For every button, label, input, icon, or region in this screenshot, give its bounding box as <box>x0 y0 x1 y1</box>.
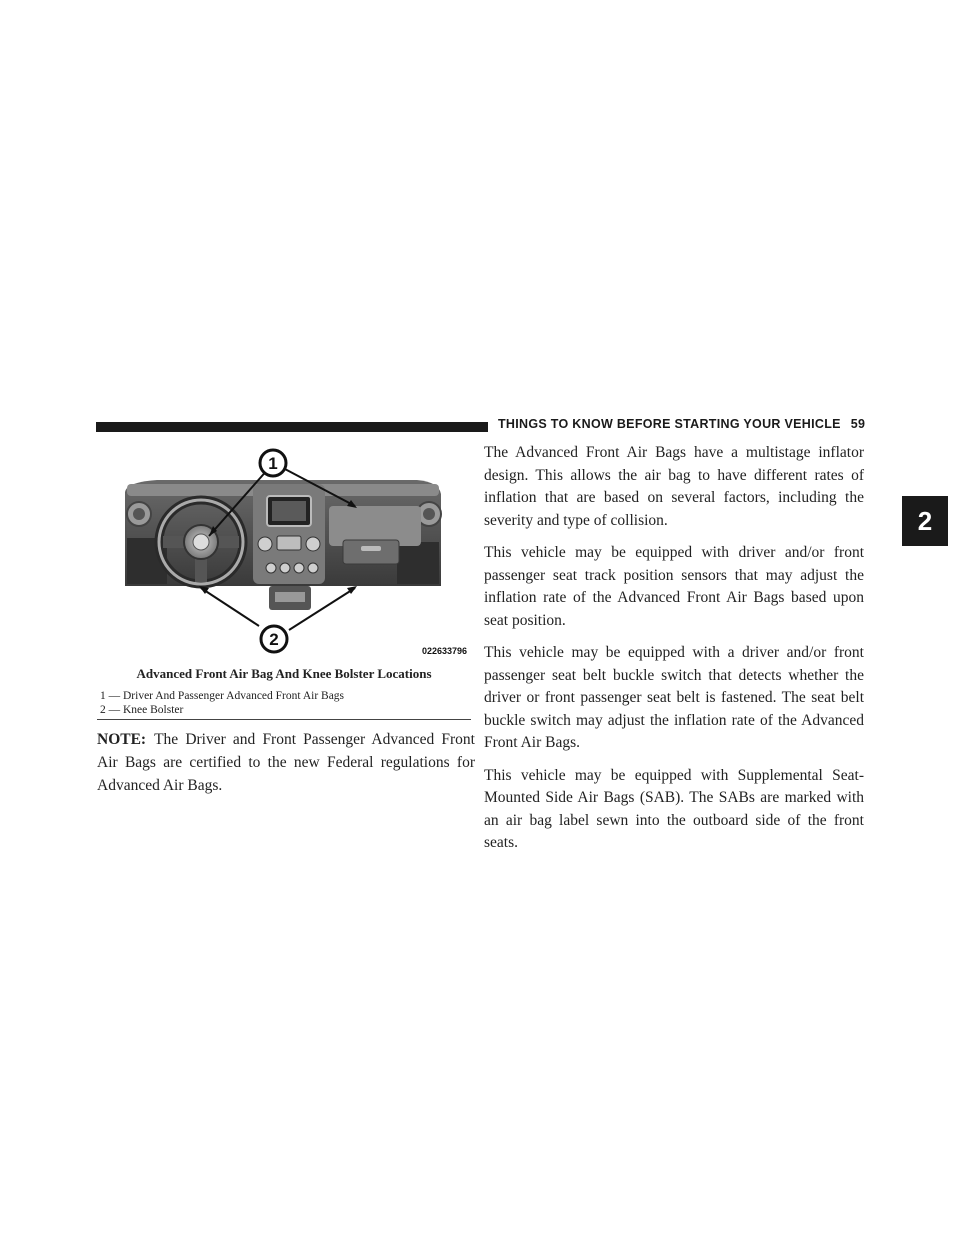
section-title: THINGS TO KNOW BEFORE STARTING YOUR VEHICLE <box>498 417 841 431</box>
note-label: NOTE: <box>97 731 147 748</box>
running-header <box>498 417 868 435</box>
note-block <box>97 728 475 797</box>
note-text: The Driver and Front Passenger Advanced Front Air Bags are certified to the new Federal regulations for Advanced Air Bags. <box>97 731 475 794</box>
body-paragraph: This vehicle may be equipped with driver and/or front passenger seat track position sensors that may adjust the inflation rate of the Advanced Front Air Bags based upon seat position. <box>484 544 864 629</box>
figure-caption: Advanced Front Air Bag And Knee Bolster Locations <box>136 666 432 681</box>
callout-2: 2 <box>269 630 279 649</box>
body-paragraph: This vehicle may be equipped with Supplemental Seat-Mounted Side Air Bags (SAB). The SABs are marked with an air bag label sewn into the outboard side of the front seats. <box>484 766 864 851</box>
body-paragraph: The Advanced Front Air Bags have a multistage inflator design. This allows the air bag to have different rates of inflation that are based on several factors, including the severity and type of collision. <box>484 444 864 529</box>
figure-legend <box>100 689 470 717</box>
legend-divider <box>97 719 471 720</box>
body-paragraph: This vehicle may be equipped with a driver and/or front passenger seat belt buckle switch that detects whether the driver or front passenger seat belt is fastened. The seat belt buckle switch may adjust the inflation rate of the Advanced Front Air Bags. <box>484 644 864 751</box>
dashboard-illustration <box>97 446 471 660</box>
header-rule <box>96 422 488 432</box>
right-column <box>484 442 864 865</box>
figure-id: 022633796 <box>421 646 467 656</box>
callout-1: 1 <box>268 454 278 473</box>
chapter-tab: 2 <box>902 496 948 546</box>
page-number: 59 <box>850 417 866 431</box>
legend-item: 1 — Driver And Passenger Advanced Front Air Bags <box>100 690 345 702</box>
legend-item: 2 — Knee Bolster <box>100 704 184 716</box>
